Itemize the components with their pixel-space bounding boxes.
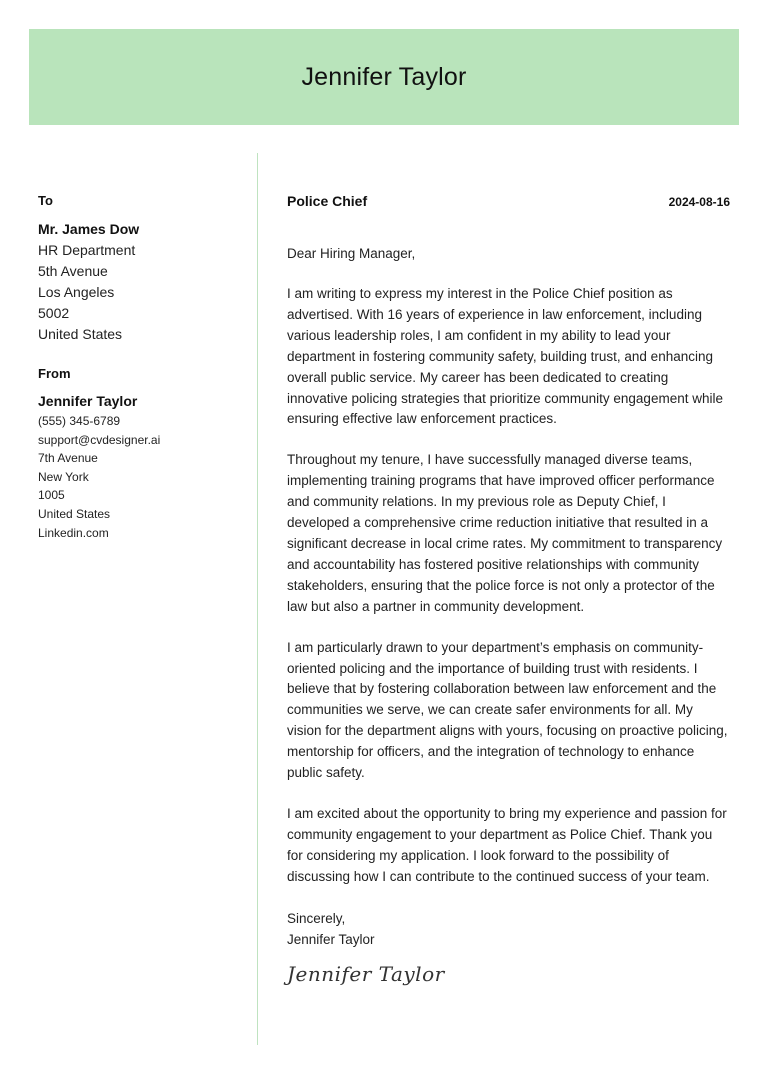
sender-country: United States: [38, 506, 111, 521]
recipient-street: 5th Avenue: [38, 263, 108, 279]
sender-street: 7th Avenue: [38, 451, 98, 466]
to-label: To: [38, 193, 53, 208]
from-label: From: [38, 366, 71, 381]
recipient-department: HR Department: [38, 242, 136, 258]
salutation: Dear Hiring Manager,: [287, 246, 416, 261]
paragraph: Throughout my tenure, I have successfully managed diverse teams, implementing training programs that have improved officer performance and community relations. In my previous role as Deputy Chief, I developed a comprehensive crime reduction initiative that resulted in a significant decrease in local crime rates. My commitment to transparency and accountability has fostered positive relationships with community stakeholders, ensuring that the police force is not only a protector of the law but also a partner in community development.: [287, 452, 723, 614]
recipient-country: United States: [38, 326, 123, 342]
applicant-name-title: Jennifer Taylor: [301, 62, 467, 91]
sender-postal-code: 1005: [38, 488, 65, 503]
sender-city: New York: [38, 469, 89, 484]
paragraph: I am particularly drawn to your department’s emphasis on community-oriented policing and the importance of building trust with residents. I believe that by fostering collaboration between law enforcement and the communities we serve, we can create safer environments for all. My vision for the department aligns with yours, focusing on proactive policing, mentorship for officers, and the integration of technology to enhance public safety.: [287, 639, 728, 781]
sender-linkedin: Linkedin.com: [38, 525, 109, 540]
handwritten-signature: Jennifer Taylor: [287, 961, 445, 986]
paragraph: I am excited about the opportunity to bring my experience and passion for community engagement to your department as Police Chief. Thank you for considering my application. I look forward to the possibility of discussing how I can contribute to the continued success of your team.: [287, 805, 727, 884]
sender-name: Jennifer Taylor: [38, 393, 138, 409]
recipient-name: Mr. James Dow: [38, 221, 140, 237]
column-divider: [257, 153, 258, 1045]
letter-body: [287, 193, 730, 986]
letter-date: 2024-08-16: [668, 195, 730, 209]
recipient-postal-code: 5002: [38, 305, 70, 321]
closing-name: Jennifer Taylor: [287, 931, 375, 947]
sender-email: support@cvdesigner.ai: [38, 432, 161, 447]
header-banner: [29, 29, 739, 125]
sender-phone: (555) 345-6789: [38, 414, 121, 428]
position-title: Police Chief: [287, 193, 368, 209]
recipient-city: Los Angeles: [38, 284, 115, 300]
letter-meta: [287, 193, 730, 209]
address-column: [38, 193, 248, 542]
closing-block: [287, 908, 730, 950]
paragraph: I am writing to express my interest in the Police Chief position as advertised. With 16 years of experience in law enforcement, including various leadership roles, I am confident in my ability to lead your department in fostering community safety, building trust, and enhancing overall public service. My career has been dedicated to creating innovative policing strategies that prioritize community engagement while ensuring effective law enforcement practices.: [287, 286, 723, 427]
closing-phrase: Sincerely,: [287, 910, 346, 926]
